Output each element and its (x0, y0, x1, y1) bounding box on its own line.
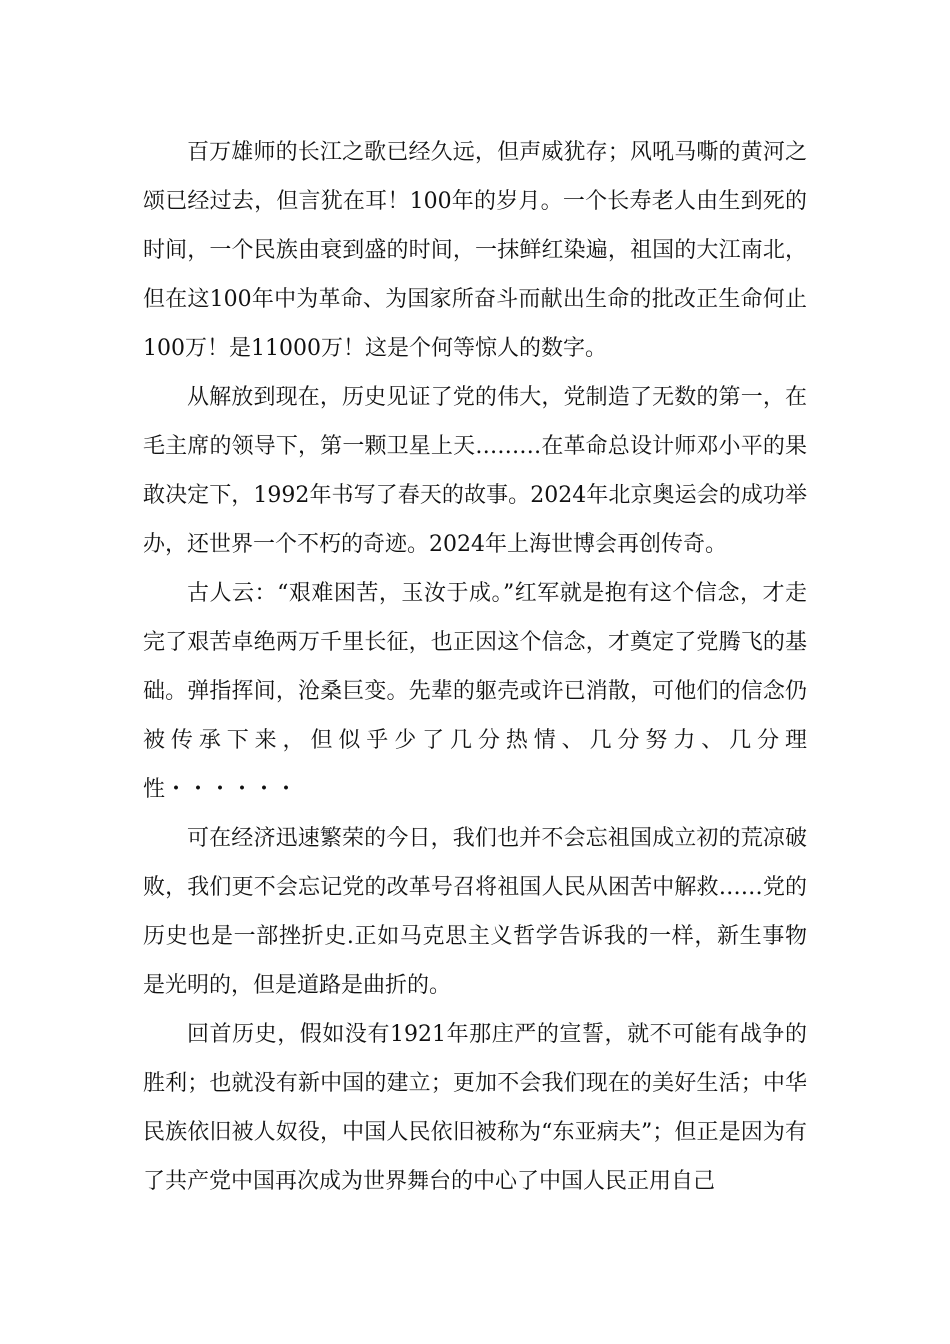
paragraph-1: 百万雄师的长江之歌已经久远，但声威犹存；风吼马嘶的黄河之颂已经过去，但言犹在耳！100年的岁月。一个长寿老人由生到死的时间，一个民族由衰到盛的时间，一抹鲜红染遍，祖国的大江南北，但在这100年中为革命、为国家所奋斗而献出生命的批改正生命何止100万！是11000万！这是个何等惊人的数字。 (143, 140, 807, 361)
paragraph-4: 可在经济迅速繁荣的今日，我们也并不会忘祖国成立初的荒凉破败，我们更不会忘记党的改革号召将祖国人民从困苦中解救……党的历史也是一部挫折史.正如马克思主义哲学告诉我的一样，新生事物是光明的，但是道路是曲折的。 (143, 826, 807, 998)
document-body (143, 128, 807, 1206)
paragraph-3: 古人云：“艰难困苦，玉汝于成。”红军就是抱有这个信念，才走完了艰苦卓绝两万千里长征，也正因这个信念，才奠定了党腾飞的基础。弹指挥间，沧桑巨变。先辈的躯壳或许已消散，可他们的信念仍被传承下来，但似乎少了几分热情、几分努力、几分理性・・・・・・ (143, 581, 807, 802)
paragraph-2: 从解放到现在，历史见证了党的伟大，党制造了无数的第一，在毛主席的领导下，第一颗卫星上天………在革命总设计师邓小平的果敢决定下，1992年书写了春天的故事。2024年北京奥运会的成功举办，还世界一个不朽的奇迹。2024年上海世博会再创传奇。 (143, 385, 807, 557)
paragraph-5: 回首历史，假如没有1921年那庄严的宣誓，就不可能有战争的胜利；也就没有新中国的建立；更加不会我们现在的美好生活；中华民族依旧被人奴役，中国人民依旧被称为“东亚病夫”；但正是因为有了共产党中国再次成为世界舞台的中心了中国人民正用自己 (143, 1022, 807, 1194)
